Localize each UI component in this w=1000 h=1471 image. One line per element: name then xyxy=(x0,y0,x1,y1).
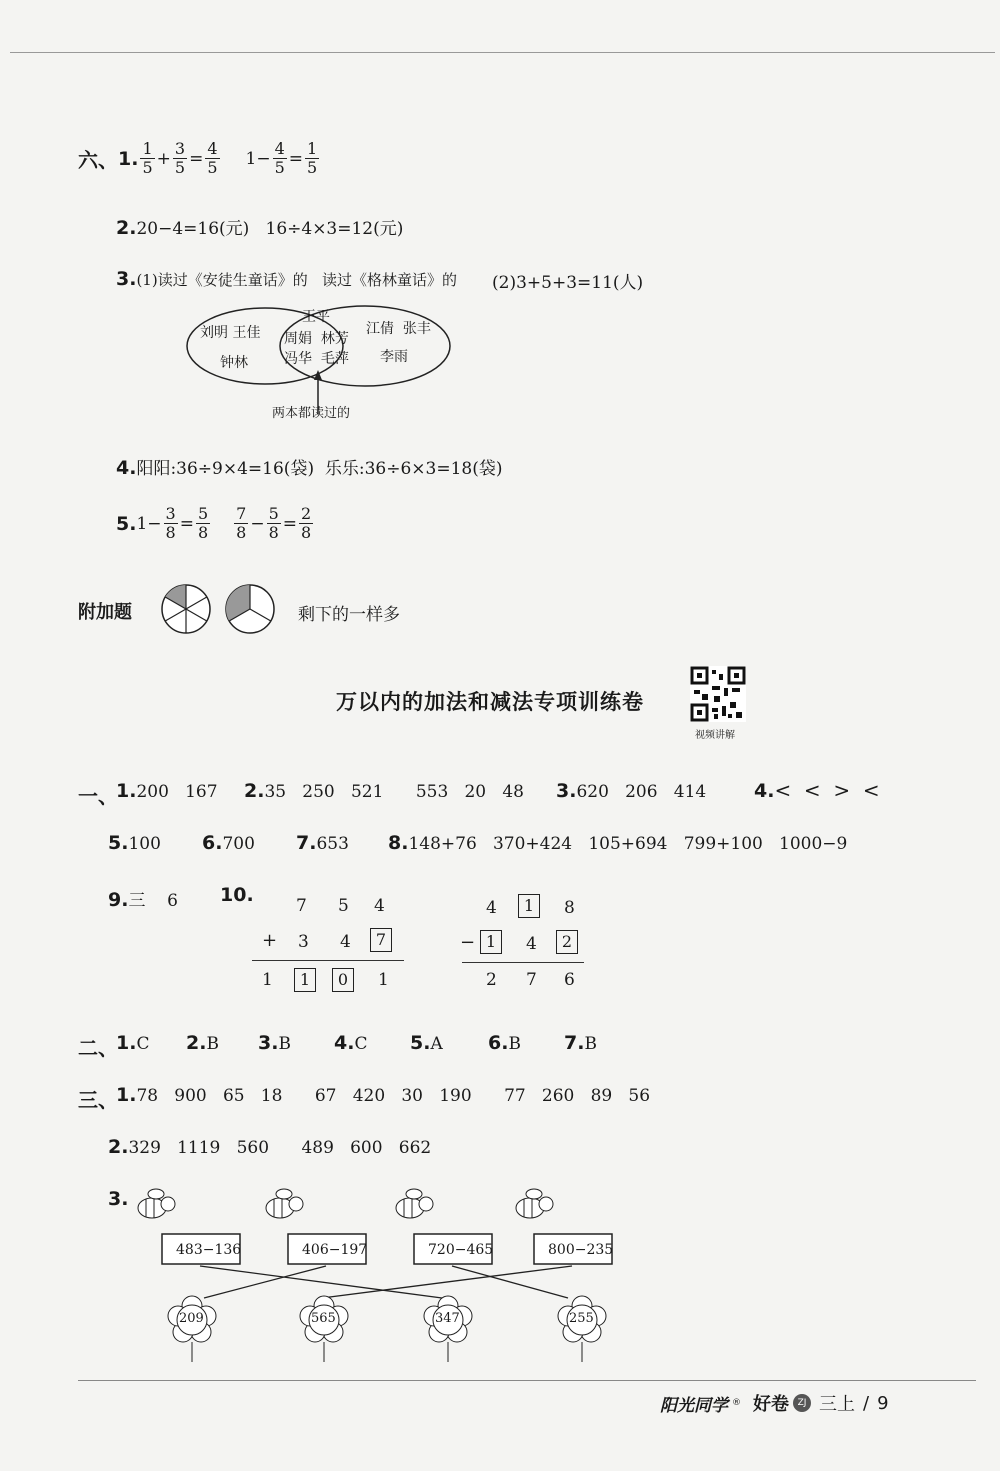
fraction: $\frac{1}{5}$ xyxy=(307,139,318,177)
page-number: 9 xyxy=(877,1392,889,1414)
q-num: 3. xyxy=(116,268,137,290)
qr-caption: 视频讲解 xyxy=(695,730,735,741)
p3-q1: 1.78 900 65 18 67 420 30 190 77 260 89 56 xyxy=(116,1084,651,1106)
s6-label: 六、 xyxy=(78,148,118,172)
match-line xyxy=(200,1266,442,1298)
expr-text: 483−136 xyxy=(176,1242,242,1258)
add-mid-1: 3 xyxy=(298,932,309,952)
sub-mid-box-1: 1 xyxy=(480,930,502,954)
venn-mid-c: 冯华 毛萍 xyxy=(284,351,349,367)
answer-text: 阳阳:36÷9×4=16(袋) 乐乐:36÷6×3=18(袋) xyxy=(136,459,503,479)
flower-number: 565 xyxy=(311,1311,336,1326)
fraction: $\frac{4}{5}$ xyxy=(274,139,285,177)
p1-q5: 5.100 xyxy=(108,832,161,854)
add-op: + xyxy=(262,930,278,951)
p1-q6: 6.700 xyxy=(202,832,255,854)
unit-title: 万以内的加法和减法专项训练卷 xyxy=(336,690,644,714)
fraction: $\frac{1}{5}$ xyxy=(142,139,153,177)
sub-top-1: 4 xyxy=(486,898,497,918)
add-top-1: 7 xyxy=(296,896,307,916)
expr-text: 800−235 xyxy=(548,1242,614,1258)
p1-q2: 2.35 250 521 553 20 48 xyxy=(244,780,524,802)
p2-item: 6.B xyxy=(488,1032,521,1054)
fraction: $\frac{5}{8}$ xyxy=(268,504,279,542)
p2-item: 3.B xyxy=(258,1032,291,1054)
p2-item: 1.C xyxy=(116,1032,150,1054)
add-top-3: 4 xyxy=(374,896,385,916)
venn-note: 两本都读过的 xyxy=(272,406,351,421)
matching-diagram xyxy=(120,1186,640,1376)
add-mid-box: 7 xyxy=(370,928,392,952)
match-line xyxy=(204,1266,326,1298)
p1-q8: 8.148+76 370+424 105+694 799+100 1000−9 xyxy=(388,832,848,854)
add-bot-1: 1 xyxy=(262,970,273,990)
venn-mid-b: 周娟 林芳 xyxy=(284,331,349,347)
p2-item: 2.B xyxy=(186,1032,219,1054)
p1-q3: 3.620 206 414 xyxy=(556,780,707,802)
venn-right-a: 江倩 张丰 xyxy=(366,321,431,337)
fraction: $\frac{3}{5}$ xyxy=(174,139,186,177)
sub-top-3: 8 xyxy=(564,898,575,918)
venn-left-b: 钟林 xyxy=(220,355,248,371)
venn-left-a: 刘明 王佳 xyxy=(200,325,261,341)
p1-q7: 7.653 xyxy=(296,832,349,854)
op: − xyxy=(256,148,271,169)
bee-icon xyxy=(396,1189,433,1218)
p2-item: 4.C xyxy=(334,1032,368,1054)
q-num: 5. xyxy=(116,512,137,535)
p2-item: 7.B xyxy=(564,1032,597,1054)
p2-item: 5.A xyxy=(410,1032,443,1054)
p3-label: 三、 xyxy=(78,1088,118,1112)
op: − xyxy=(250,513,265,534)
number: 1 xyxy=(245,148,257,169)
fraction: $\frac{5}{8}$ xyxy=(197,504,209,542)
flower-number: 209 xyxy=(179,1311,204,1326)
match-line xyxy=(322,1266,572,1298)
sub-mid-2: 4 xyxy=(526,934,537,954)
expr-text: 720−465 xyxy=(428,1242,494,1258)
extra-answer: 剩下的一样多 xyxy=(298,605,400,625)
p1-q9: 9.三 6 xyxy=(108,889,178,911)
bee-icon xyxy=(516,1189,553,1218)
add-mid-2: 4 xyxy=(340,932,351,952)
sub-rule xyxy=(462,962,584,963)
add-bot-4: 1 xyxy=(378,970,389,990)
footer xyxy=(660,1390,889,1416)
op: + xyxy=(156,148,171,169)
bee-icon xyxy=(266,1189,303,1218)
s6-q3 xyxy=(116,268,457,290)
p1-row1 xyxy=(78,780,118,809)
extra-label: 附加题 xyxy=(78,602,132,623)
book-name: 好卷 xyxy=(753,1394,789,1415)
flower-icon xyxy=(168,1296,216,1362)
s6-q3-part2: (2)3+5+3=11(人) xyxy=(492,273,644,293)
p1-q4: 4.< < > < xyxy=(754,778,880,802)
grade-label: 三上 xyxy=(819,1394,855,1415)
bee-icon xyxy=(138,1189,175,1218)
footer-rule xyxy=(78,1380,976,1381)
op: = xyxy=(189,148,204,169)
q-num: 2. xyxy=(116,217,137,239)
add-top-2: 5 xyxy=(338,896,349,916)
s6-q2 xyxy=(116,214,403,239)
q-num: 1. xyxy=(118,147,139,170)
edition-badge: ZJ xyxy=(793,1394,811,1412)
op: − xyxy=(147,513,162,534)
s6-q5 xyxy=(116,505,315,542)
p1-q10-num: 10. xyxy=(220,884,254,906)
sub-bot-2: 7 xyxy=(526,970,537,990)
sub-top-box: 1 xyxy=(518,894,540,918)
flower-number: 255 xyxy=(569,1311,594,1326)
answer-text: 20−4=16(元) 16÷4×3=12(元) xyxy=(136,219,404,239)
venn-caption: (1)读过《安徒生童话》的 读过《格林童话》的 xyxy=(136,271,458,289)
sub-op: − xyxy=(460,932,476,953)
p3-q2: 2.329 1119 560 489 600 662 xyxy=(108,1136,432,1158)
flower-icon xyxy=(424,1296,472,1362)
venn-right-b: 李雨 xyxy=(380,349,408,365)
p2-label: 二、 xyxy=(78,1036,118,1060)
match-line xyxy=(452,1266,568,1298)
op: = xyxy=(282,513,298,534)
venn-mid-a: 王平 xyxy=(302,309,330,325)
s6-q1 xyxy=(78,140,321,177)
separator: / xyxy=(863,1392,870,1414)
flower-icon xyxy=(300,1296,348,1362)
brand-logo: 阳光同学 xyxy=(660,1395,728,1416)
fraction: $\frac{3}{8}$ xyxy=(165,504,176,542)
p1-q1: 1.200 167 xyxy=(116,780,218,802)
sub-mid-box-3: 2 xyxy=(556,930,578,954)
qr-code-icon[interactable] xyxy=(690,666,746,722)
fraction: $\frac{2}{8}$ xyxy=(301,504,312,542)
top-border xyxy=(10,52,995,53)
flower-icon xyxy=(558,1296,606,1362)
brand-mark: ® xyxy=(732,1398,741,1408)
fraction: $\frac{7}{8}$ xyxy=(236,504,247,542)
op: = xyxy=(288,148,304,169)
s6-q4 xyxy=(116,454,503,479)
fraction-circles xyxy=(160,583,280,637)
add-bot-box-2: 0 xyxy=(332,968,354,992)
fraction: $\frac{4}{5}$ xyxy=(207,139,218,177)
p3-q3-num: 3. xyxy=(108,1188,129,1210)
number: 1 xyxy=(136,513,148,534)
add-bot-box-1: 1 xyxy=(294,968,316,992)
p1-label: 一、 xyxy=(78,784,118,808)
op: = xyxy=(179,513,194,534)
expr-text: 406−197 xyxy=(302,1242,368,1258)
flower-number: 347 xyxy=(435,1311,460,1326)
add-rule xyxy=(252,960,404,961)
sub-bot-1: 2 xyxy=(486,970,497,990)
q-num: 4. xyxy=(116,457,137,479)
sub-bot-3: 6 xyxy=(564,970,575,990)
